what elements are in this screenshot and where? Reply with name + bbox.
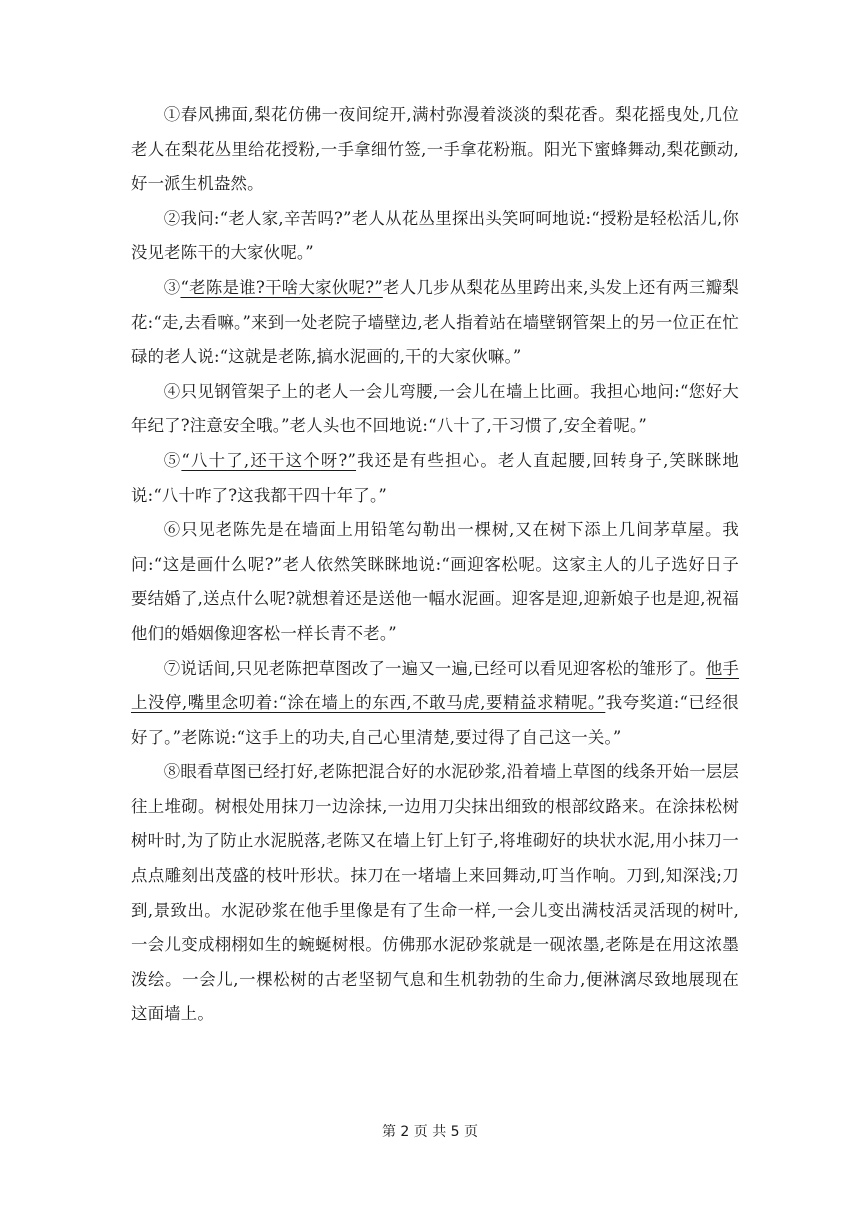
paragraph-5-underlined: “八十了,还干这个呀?” bbox=[181, 450, 357, 470]
paragraph-4-text: ④只见钢管架子上的老人一会儿弯腰,一会儿在墙上比画。我担心地问:“您好大年纪了?注意安全哦。”老人头也不回地说:“八十了,干习惯了,安全着呢。” bbox=[131, 381, 739, 436]
paragraph-2 bbox=[131, 202, 739, 271]
paragraph-2-text: ②我问:“老人家,辛苦吗?”老人从花丛里探出头笑呵呵地说:“授粉是轻松活儿,你没见老陈干的大家伙呢。” bbox=[131, 208, 739, 263]
paragraph-6-text: ⑥只见老陈先是在墙面上用铅笔勾勒出一棵树,又在树下添上几间茅草屋。我问:“这是画什么呢?”老人依然笑眯眯地说:“画迎客松呢。这家主人的儿子选好日子要结婚了,送点什么呢?就想着还是送他一幅水泥画。迎客是迎,迎新娘子也是迎,祝福他们的婚姻像迎客松一样长青不老。” bbox=[131, 520, 739, 643]
document-body bbox=[131, 98, 739, 1032]
paragraph-3-text: 老人几步从梨花丛里跨出来,头发上还有两三瓣梨花:“走,去看嘛。”来到一处老院子墙壁边,老人指着站在墙壁钢管架上的另一位正在忙碌的老人说:“这就是老陈,搞水泥画的,干的大家伙嘛。” bbox=[131, 277, 739, 367]
paragraph-7 bbox=[131, 652, 739, 756]
paragraph-1 bbox=[131, 98, 739, 202]
page-number: 第 2 页 共 5 页 bbox=[381, 1124, 479, 1140]
paragraph-5 bbox=[131, 444, 739, 513]
paragraph-5-number: ⑤ bbox=[163, 450, 182, 470]
paragraph-7-lead: ⑦说话间,只见老陈把草图改了一遍又一遍,已经可以看见迎客松的雏形了。 bbox=[163, 658, 706, 678]
paragraph-6 bbox=[131, 513, 739, 651]
paragraph-3 bbox=[131, 271, 739, 375]
paragraph-3-underlined: “老陈是谁?干啥大家伙呢?” bbox=[180, 277, 383, 297]
paragraph-4 bbox=[131, 375, 739, 444]
paragraph-5-text: 我还是有些担心。老人直起腰,回转身子,笑眯眯地说:“八十咋了?这我都干四十年了。” bbox=[131, 450, 739, 505]
paragraph-8-text: ⑧眼看草图已经打好,老陈把混合好的水泥砂浆,沿着墙上草图的线条开始一层层往上堆砌。树根处用抹刀一边涂抹,一边用刀尖抹出细致的根部纹路来。在涂抹松树树叶时,为了防止水泥脱落,老陈又在墙上钉上钉子,将堆砌好的块状水泥,用小抹刀一点点雕刻出茂盛的枝叶形状。抹刀在一堵墙上来回舞动,叮当作响。刀到,知深浅;刀到,景致出。水泥砂浆在他手里像是有了生命一样,一会儿变出满枝活灵活现的树叶,一会儿变成栩栩如生的蜿蜒树根。仿佛那水泥砂浆就是一砚浓墨,老陈是在用这浓墨泼绘。一会儿,一棵松树的古老坚韧气息和生机勃勃的生命力,便淋漓尽致地展现在这面墙上。 bbox=[131, 762, 739, 1024]
paragraph-1-text: ①春风拂面,梨花仿佛一夜间绽开,满村弥漫着淡淡的梨花香。梨花摇曳处,几位老人在梨花丛里给花授粉,一手拿细竹签,一手拿花粉瓶。阳光下蜜蜂舞动,梨花颤动,好一派生机盎然。 bbox=[131, 105, 739, 194]
paragraph-8 bbox=[131, 755, 739, 1032]
paragraph-3-number: ③ bbox=[163, 277, 181, 297]
paragraph-7-text: 我夸奖道:“已经很好了。”老陈说:“这手上的功夫,自己心里清楚,要过得了自己这一关。” bbox=[131, 693, 739, 747]
paragraph-7-underlined: 他手上没停,嘴里念叨着:“涂在墙上的东西,不敢马虎,要精益求精呢。” bbox=[131, 658, 740, 713]
